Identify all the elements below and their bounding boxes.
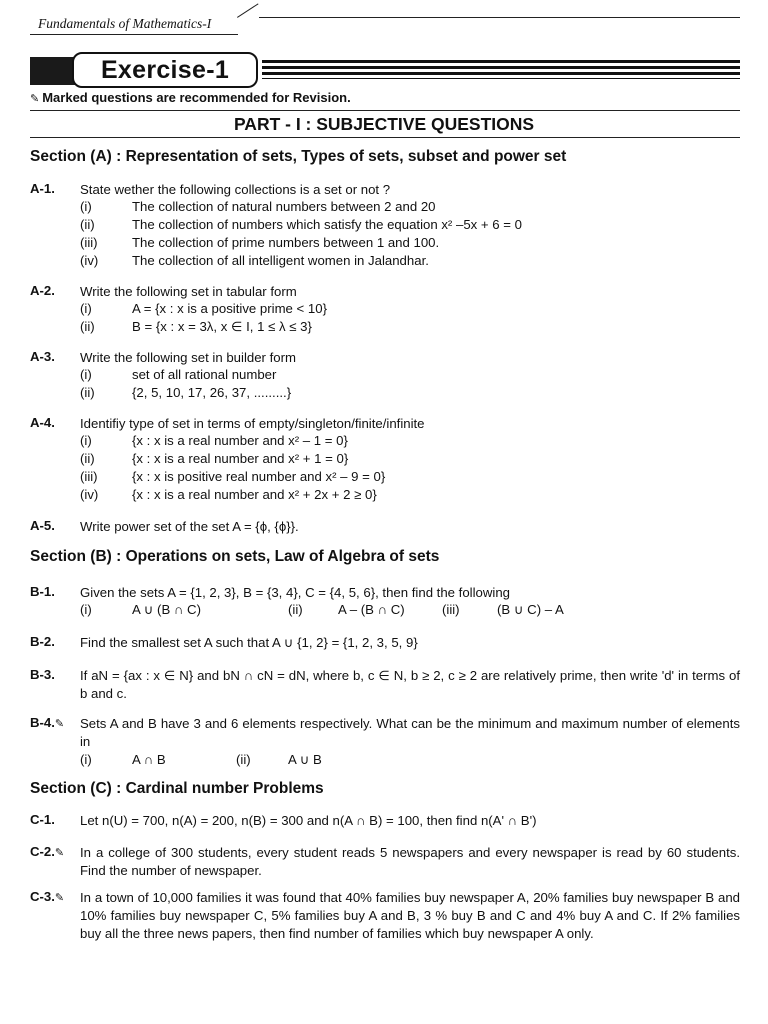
item-text: The collection of numbers which satisfy the equation x² –5x + 6 = 0	[132, 217, 522, 232]
item-roman: (iv)	[80, 253, 99, 268]
item-roman: (ii)	[236, 752, 251, 767]
question-text: State wether the following collections is a set or not ?	[80, 182, 391, 197]
question-number: A-2.	[30, 283, 55, 298]
question-text: Given the sets A = {1, 2, 3}, B = {3, 4}, C = {4, 5, 6}, then find the following	[80, 585, 510, 600]
item-text: The collection of prime numbers between 1 and 100.	[132, 235, 440, 250]
pen-icon: ✎	[54, 718, 65, 730]
question-number	[30, 889, 67, 904]
item-text: A ∩ B	[132, 752, 166, 767]
item-text: A ∪ B	[288, 752, 322, 767]
question-number: A-3.	[30, 349, 55, 364]
item-text: A = {x : x is a positive prime < 10}	[132, 301, 327, 316]
question-number: A-1.	[30, 181, 55, 196]
exercise-banner-rule	[262, 78, 740, 79]
item-roman: (ii)	[80, 385, 95, 400]
part-title: PART - I : SUBJECTIVE QUESTIONS	[233, 114, 535, 134]
item-text: {x : x is a real number and x² + 2x + 2 ≥ 0}	[132, 487, 377, 502]
question-number: B-2.	[30, 634, 55, 649]
item-roman: (i)	[80, 367, 92, 382]
question-text: If aN = {ax : x ∈ N} and bN ∩ cN = dN, where b, c ∈ N, b ≥ 2, c ≥ 2 are relatively prime, then write 'd' in terms of b and c.	[80, 668, 740, 701]
item-roman: (iv)	[80, 487, 99, 502]
question-text: Identifiy type of set in terms of empty/singleton/finite/infinite	[80, 416, 425, 431]
revision-note	[30, 90, 351, 105]
item-text: The collection of natural numbers between 2 and 20	[132, 199, 436, 214]
exercise-banner-rule	[262, 66, 740, 69]
question-text: In a college of 300 students, every student reads 5 newspapers and every newspaper is read by 60 students. Find the number of newspaper.	[80, 845, 740, 878]
item-roman: (ii)	[80, 319, 95, 334]
exercise-banner-block	[30, 57, 78, 85]
item-text: The collection of all intelligent women in Jalandhar.	[132, 253, 429, 268]
question-number: B-1.	[30, 584, 55, 599]
question-number-text: C-3.	[30, 889, 55, 904]
item-text: set of all rational number	[132, 367, 277, 382]
question-number: C-1.	[30, 812, 55, 827]
item-roman: (iii)	[442, 602, 460, 617]
item-text: {2, 5, 10, 17, 26, 37, .........}	[132, 385, 292, 400]
item-roman: (iii)	[80, 469, 98, 484]
item-roman: (ii)	[288, 602, 303, 617]
section-c-title: Section (C) : Cardinal number Problems	[30, 780, 324, 797]
question-text: Sets A and B have 3 and 6 elements respectively. What can be the minimum and maximum number of elements in	[80, 716, 740, 749]
item-text: {x : x is a real number and x² – 1 = 0}	[132, 433, 348, 448]
question-text: Write the following set in builder form	[80, 350, 296, 365]
header-rule-slant	[237, 3, 259, 17]
revision-note-text: Marked questions are recommended for Revision.	[42, 90, 351, 105]
section-b-title: Section (B) : Operations on sets, Law of Algebra of sets	[30, 548, 440, 565]
question-number: B-3.	[30, 667, 55, 682]
item-text: {x : x is positive real number and x² – 9 = 0}	[132, 469, 386, 484]
part-rule-bottom	[30, 137, 740, 138]
exercise-banner-rule	[262, 60, 740, 63]
section-a-title: Section (A) : Representation of sets, Types of sets, subset and power set	[30, 148, 567, 165]
exercise-title-box	[72, 52, 258, 88]
running-title: Fundamentals of Mathematics-I	[38, 16, 212, 31]
question-number-text: B-4.	[30, 715, 55, 730]
item-roman: (i)	[80, 301, 92, 316]
question-number	[30, 715, 67, 730]
item-roman: (i)	[80, 752, 92, 767]
item-text: A – (B ∩ C)	[338, 602, 405, 617]
item-roman: (i)	[80, 602, 92, 617]
item-roman: (iii)	[80, 235, 98, 250]
exercise-title: Exercise-1	[100, 55, 230, 84]
item-roman: (i)	[80, 433, 92, 448]
question-text: Write the following set in tabular form	[80, 284, 297, 299]
item-roman: (i)	[80, 199, 92, 214]
item-text: (B ∪ C) – A	[497, 602, 564, 617]
item-text: A ∪ (B ∩ C)	[132, 602, 201, 617]
question-number: A-5.	[30, 518, 55, 533]
question-number-text: C-2.	[30, 844, 55, 859]
exercise-banner-rule	[262, 72, 740, 75]
pen-icon: ✎	[30, 93, 40, 105]
question-number	[30, 844, 67, 859]
item-roman: (ii)	[80, 217, 95, 232]
part-rule-top	[30, 110, 740, 111]
item-roman: (ii)	[80, 451, 95, 466]
pen-icon: ✎	[54, 847, 65, 859]
question-text: Find the smallest set A such that A ∪ {1, 2} = {1, 2, 3, 5, 9}	[80, 635, 418, 650]
header-rule	[30, 34, 238, 35]
pen-icon: ✎	[54, 892, 65, 904]
item-text: B = {x : x = 3λ, x ∈ I, 1 ≤ λ ≤ 3}	[132, 319, 312, 334]
question-text: In a town of 10,000 families it was found that 40% families buy newspaper A, 20% families buy newspaper B and 10% families buy newspaper C, 5% families buy A and B, 3 % buy B and C and 4% buy A and C. If 2% families buy all the three news papers, then find number of families which buy newspaper A only.	[80, 890, 740, 941]
question-text: Let n(U) = 700, n(A) = 200, n(B) = 300 and n(A ∩ B) = 100, then find n(A' ∩ B')	[80, 813, 537, 828]
item-text: {x : x is a real number and x² + 1 = 0}	[132, 451, 349, 466]
header-rule-top	[259, 17, 740, 18]
question-number: A-4.	[30, 415, 55, 430]
question-text: Write power set of the set A = {ϕ, {ϕ}}.	[80, 519, 299, 534]
